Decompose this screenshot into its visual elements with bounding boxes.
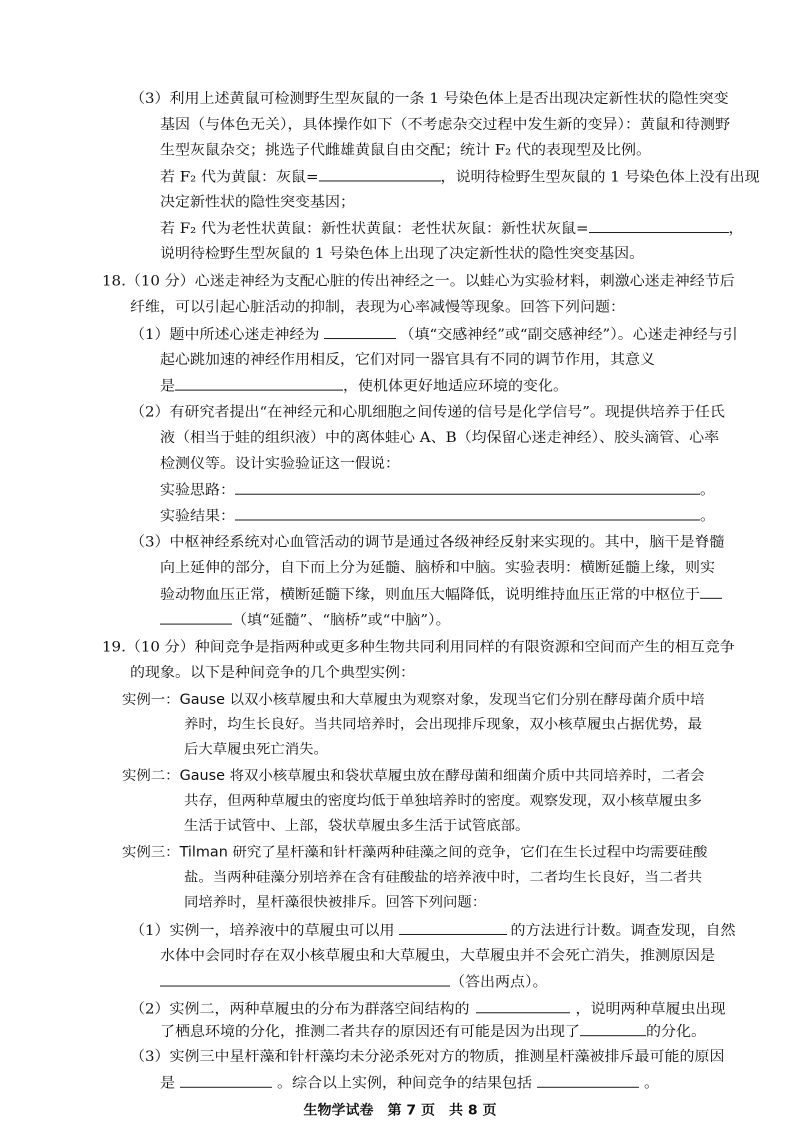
answer-blank[interactable] <box>589 217 729 233</box>
q19-3-text: 是 <box>160 1074 176 1092</box>
q18-3-text: 验动物血压正常，横断延髓下缘，则血压大幅降低，说明维持血压正常的中枢位于 <box>160 585 701 603</box>
q19-1-text: （1）实例一，培养液中的草履虫可以用 <box>130 921 395 939</box>
comma: ， <box>728 219 744 237</box>
answer-blank[interactable] <box>160 970 450 986</box>
q19-3-line2 <box>160 1072 659 1094</box>
answer-blank[interactable] <box>235 504 700 520</box>
q17-3-line7: 说明待检野生型灰鼠的 1 号染色体上出现了决定新性状的隐性突变基因。 <box>160 244 645 262</box>
example-2-line1: 实例二：Gause 将双小核草履虫和袋状草履虫放在酵母菌和细菌介质中共同培养时，二者会 <box>122 768 705 785</box>
q19-3-text: 。综合以上实例，种间竞争的结果包括 <box>277 1074 533 1092</box>
q18-1-line1 <box>130 323 738 345</box>
q17-3-line2: 基因（与体色无关），具体操作如下（不考虑杂交过程中发生新的变异）：黄鼠和待测野 <box>160 115 731 133</box>
example-1-line3: 后大草履虫死亡消失。 <box>184 742 328 758</box>
q19-1-line3 <box>160 970 548 992</box>
q18-2-line1: （2）有研究者提出“在神经元和心肌细胞之间传递的信号是化学信号”。现提供培养于任氏 <box>130 403 725 421</box>
q17-3-line4 <box>160 165 760 187</box>
example-3-line1: 实例三：Tilman 研究了星杆藻和针杆藻两种硅藻之间的竞争，它们在生长过程中均需要硅酸 <box>122 845 708 861</box>
answer-blank[interactable] <box>235 478 700 494</box>
page-footer: 生物学试卷 第 7 页 共 8 页 <box>303 1103 497 1119</box>
q18-3-line4 <box>160 608 451 630</box>
q18-3-line1: （3）中枢神经系统对心血管活动的调节是通过各级神经反射来实现的。其中，脑干是脊髓 <box>130 532 725 551</box>
answer-blank[interactable] <box>537 1072 639 1088</box>
q17-3-ratio-label-2: 若 F₂ 代为老性状黄鼠：新性状黄鼠：老性状灰鼠：新性状灰鼠= <box>160 219 589 237</box>
q18-1-line3 <box>160 374 568 396</box>
example-1-line2: 养时，均生长良好。当共同培养时，会出现排斥现象，双小核草履虫占据优势，最 <box>184 717 703 733</box>
q18-1-text-e: ，使机体更好地适应环境的变化。 <box>343 377 569 395</box>
q18-2-idea <box>160 478 715 500</box>
example-3-line2: 盐。当两种硅藻分别培养在含有硅酸盐的培养液中时，二者均生长良好，当二者共 <box>184 870 703 886</box>
q19-2-line1 <box>130 997 726 1019</box>
q19-3-text: 。 <box>644 1074 660 1092</box>
q18-1-text: （1）题中所述心迷走神经为 <box>130 325 320 343</box>
answer-blank[interactable] <box>580 1020 646 1036</box>
q18-3-line3 <box>160 583 722 605</box>
q19-3-line1 <box>130 1046 725 1067</box>
answer-blank[interactable] <box>319 165 441 181</box>
answer-blank[interactable] <box>700 583 722 599</box>
result-label: 实验结果： <box>160 507 236 525</box>
q19-text: 了栖息环境的分化，推测二者共存的原因还有可能是因为出现了 <box>160 1022 581 1040</box>
answer-blank[interactable] <box>399 919 507 935</box>
q17-3-line1: （3）利用上述黄鼠可检测野生型灰鼠的一条 1 号染色体上是否出现决定新性状的隐性突变 <box>130 89 729 107</box>
q19-1-line1 <box>130 919 736 941</box>
q17-3-line5: 决定新性状的隐性突变基因； <box>160 192 356 211</box>
q19-stem-line2: 的现象。以下是种间竞争的几个典型实例： <box>130 663 416 681</box>
q19-2-line2 <box>160 1020 706 1042</box>
q19-2-text: （2）实例二，两种草履虫的分布为群落空间结构的 <box>130 999 470 1018</box>
example-1-line1: 实例一：Gause 以双小核草履虫和大草履虫为观察对象，发现当它们分别在酵母菌介质中培 <box>122 692 705 708</box>
q19-3-text: （3）实例三中星杆藻和针杆藻均未分泌杀死对方的物质，推测星杆藻被排斥最可能的原因 <box>130 1047 725 1065</box>
answer-blank[interactable] <box>160 608 232 624</box>
period: 。 <box>700 481 716 499</box>
q17-3-ratio-label: 若 F₂ 代为黄鼠：灰鼠= <box>160 168 319 186</box>
q18-1-text-b: （填“交感神经”或“副交感神经”）。心迷走神经与引 <box>399 325 738 343</box>
answer-blank[interactable] <box>175 374 343 390</box>
period: 。 <box>700 507 716 525</box>
idea-label: 实验思路： <box>160 481 236 499</box>
example-2-line2: 共存，但两种草履虫的密度均低于单独培养时的密度。观察发现，双小核草履虫多 <box>184 793 703 809</box>
q19-1-text-b: 的方法进行计数。调查发现，自然 <box>510 921 736 939</box>
q18-3-text-d: （填“延髓”、“脑桥”或“中脑”）。 <box>232 611 451 629</box>
q19-2-text-b: ，说明两种草履虫出现 <box>575 999 726 1018</box>
example-2-line3: 生活于试管中、上部，袋状草履虫多生活于试管底部。 <box>184 818 530 834</box>
answer-blank[interactable] <box>476 997 570 1013</box>
q17-3-line3: 生型灰鼠杂交；挑选子代雌雄黄鼠自由交配；统计 F₂ 代的表现型及比例。 <box>160 141 651 159</box>
q19-1-text-d: （答出两点）。 <box>450 973 548 991</box>
q18-2-line3: 检测仪等。设计实验验证这一假说： <box>160 454 401 472</box>
example-3-line3: 同培养时，星杆藻很快被排斥。回答下列问题： <box>184 894 487 911</box>
q18-stem-line1: 18.（10 分）心迷走神经为支配心脏的传出神经之一。以蛙心为实验材料，刺激心迷走神经节后 <box>102 272 735 290</box>
q18-3-line2: 向上延伸的部分，自下而上分为延髓、脑桥和中脑。实验表明：横断延髓上缘，则实 <box>160 558 716 576</box>
q18-1-text-d: 是 <box>160 377 176 395</box>
q19-1-line2: 水体中会同时存在双小核草履虫和大草履虫，大草履虫并不会死亡消失，推测原因是 <box>160 946 716 964</box>
q18-2-line2: 液（相当于蛙的组织液）中的离体蛙心 A、B（均保留心迷走神经）、胶头滴管、心率 <box>160 428 720 446</box>
q19-text: 的分化。 <box>646 1022 707 1040</box>
q17-3-line4-text: ，说明待检野生型灰鼠的 1 号染色体上没有出现 <box>440 168 760 186</box>
q19-stem-line1: 19.（10 分）种间竞争是指两种或更多种生物共同利用同样的有限资源和空间而产生的相互竞争 <box>102 637 735 656</box>
answer-blank[interactable] <box>180 1072 272 1088</box>
q17-3-line6 <box>160 217 744 239</box>
q18-2-result <box>160 504 715 526</box>
q18-stem-line2: 纤维，可以引起心脏活动的抑制，表现为心率减慢等现象。回答下列问题： <box>130 297 626 316</box>
q18-1-line2: 起心跳加速的神经作用相反，它们对同一器官具有不同的调节作用，其意义 <box>160 350 656 368</box>
answer-blank[interactable] <box>324 323 396 339</box>
